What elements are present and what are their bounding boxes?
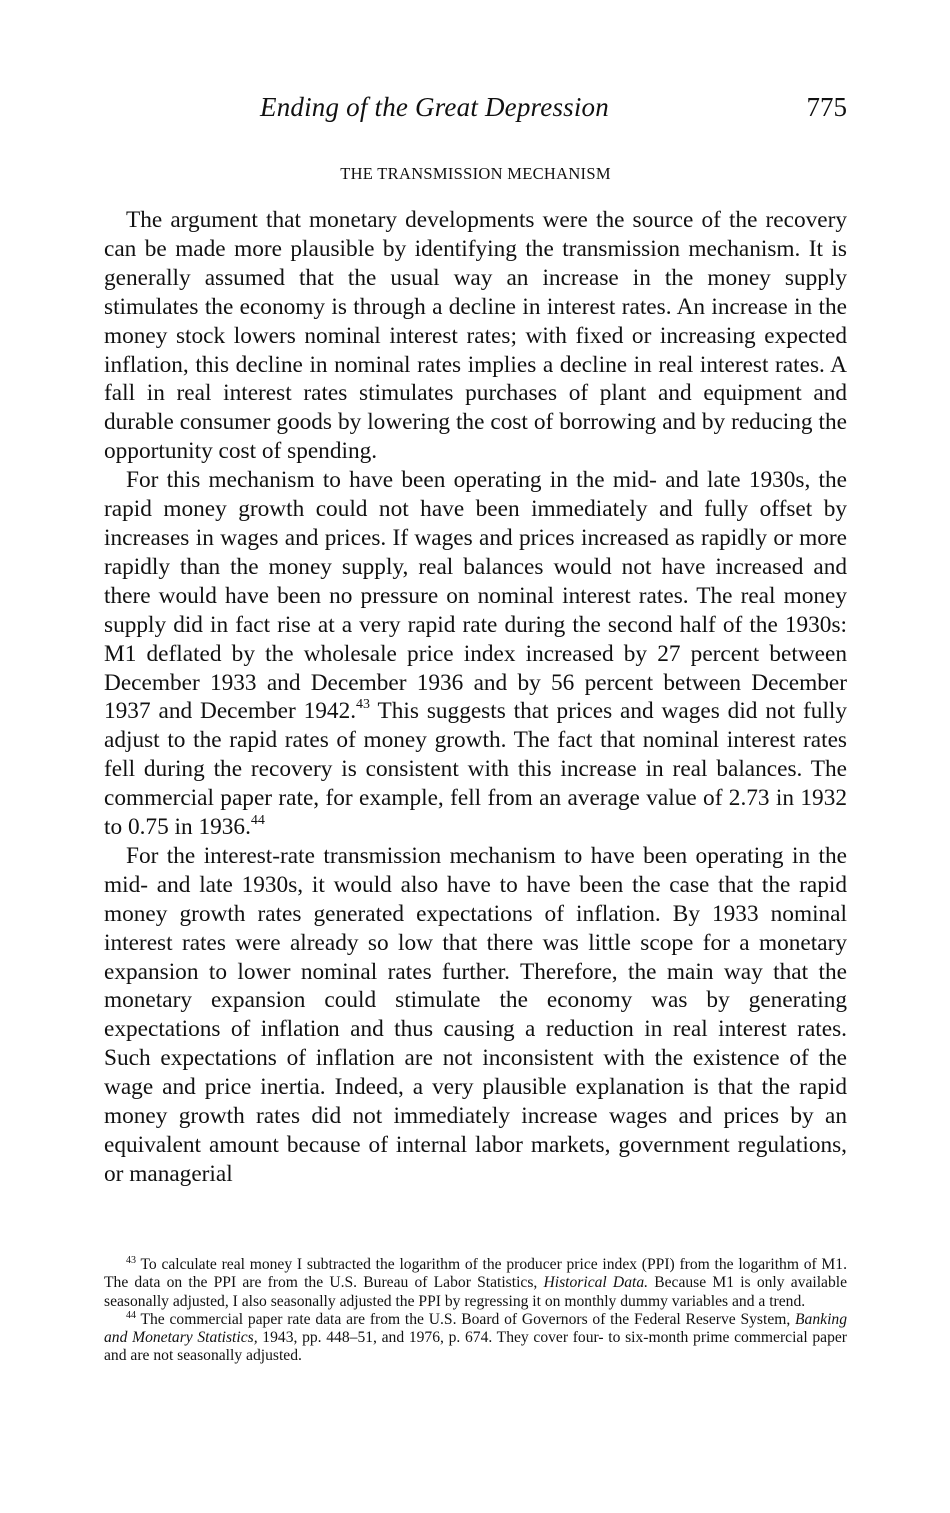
footnote-ref-43[interactable]: 43 — [356, 697, 371, 713]
footnote-44-number: 44 — [126, 1309, 136, 1321]
footnote-43 — [104, 1256, 847, 1311]
section-heading: THE TRANSMISSION MECHANISM — [340, 164, 611, 183]
body-text — [104, 206, 847, 1189]
page-number: 775 — [806, 92, 847, 122]
footnote-44-text-b: 1943, pp. 448–51, and 1976, p. 674. They cover four- to six-month prime commercial paper and are not seasonally adjusted. — [104, 1329, 847, 1365]
footnote-43-text-a: To calculate real money I subtracted the logarithm of the producer price index (PPI) from the logarithm of M1. The data on the PPI are from the U.S. Bureau of Labor Statistics, — [104, 1256, 847, 1292]
paragraph-3: For the interest-rate transmission mechanism to have been operating in the mid- and late 1930s, it would also have to have been the case that the rapid money growth rates generated expectations of inflation. By 1933 nominal interest rates were already so low that there was little scope for a monetary expansion to lower nominal rates further. Therefore, the main way that the monetary expansion could stimulate the economy was by generating expectations of inflation and thus causing a reduction in real interest rates. Such expectations of inflation are not inconsistent with the existence of the wage and price inertia. Indeed, a very plausible explanation is that the rapid money growth rates did not immediately increase wages and prices by an equivalent amount because of internal labor markets, government regulations, or managerial — [104, 842, 847, 1187]
running-title: Ending of the Great Depression — [260, 92, 609, 122]
footnote-43-text-b: Because M1 is only available seasonally adjusted, I also seasonally adjusted the PPI by regressing it on monthly dummy variables and a trend. — [104, 1274, 848, 1310]
paragraph-2 — [104, 466, 847, 842]
footnote-43-number: 43 — [126, 1255, 136, 1266]
footnotes — [104, 1256, 847, 1366]
paragraph-1: The argument that monetary developments were the source of the recovery can be made more plausible by identifying the transmission mechanism. It is generally assumed that the usual way an increase in the money supply stimulates the economy is through a decline in interest rates. An increase in the money stock lowers nominal interest rates; with fixed or increasing expected inflation, this decline in nominal rates implies a decline in real interest rates. A fall in real interest rates stimulates purchases of plant and equipment and durable consumer goods by lowering the cost of borrowing and by reducing the opportunity cost of spending. — [104, 207, 847, 465]
footnote-ref-44[interactable]: 44 — [250, 813, 265, 829]
paragraph-2-part-b: This suggests that prices and wages did not fully adjust to the rapid rates of money growth. The fact that nominal interest rates fell during the recovery is consistent with this increase in real balances. The commercial paper rate, for example, fell from an average value of 2.73 in 1932 to 0.75 in 1936. — [104, 698, 847, 841]
footnote-44-source-title: Banking and Monetary Statistics, — [104, 1310, 847, 1347]
paragraph-2-part-a: For this mechanism to have been operating in the mid- and late 1930s, the rapid money growth could not have been immediately and fully offset by increases in wages and prices. If wages and prices increased as rapidly or more rapidly than the money supply, real balances would not have increased and there would have been no pressure on nominal interest rates. The real money supply did in fact rise at a very rapid rate during the second half of the 1930s: M1 deflated by the wholesale price index increased by 27 percent between December 1933 and December 1936 and by 56 percent between December 1937 and December 1942. — [104, 467, 847, 725]
footnote-44 — [104, 1311, 847, 1366]
footnote-43-source-title: Historical Data. — [543, 1274, 649, 1292]
running-head — [104, 92, 847, 128]
footnote-44-text-a: The commercial paper rate data are from the U.S. Board of Governors of the Federal Reserve System, — [136, 1310, 796, 1328]
